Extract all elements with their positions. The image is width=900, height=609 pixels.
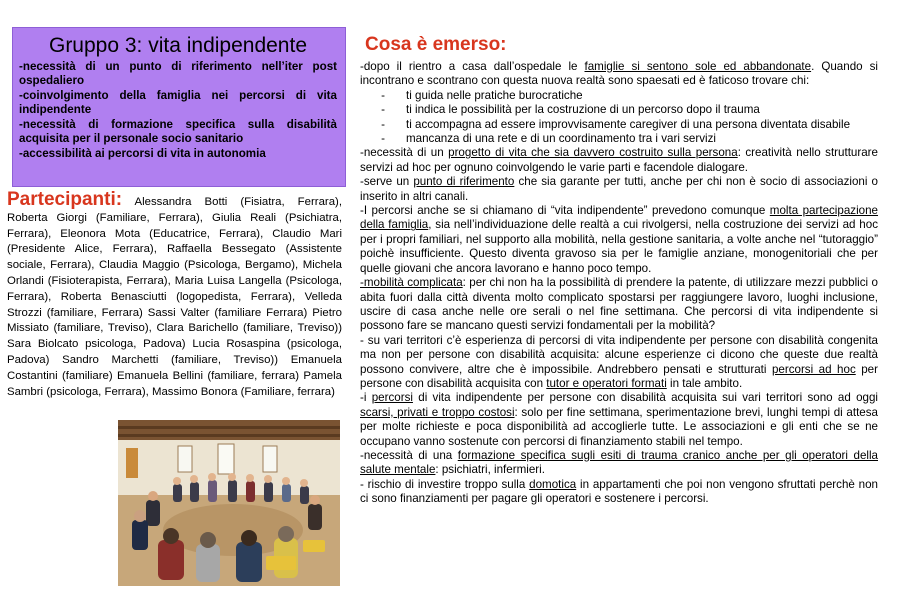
- list-item: - mancanza di una rete e di un coordinamento tra i vari servizi: [381, 132, 716, 146]
- finding-paragraph: -dopo il rientro a casa dall’ospedale le famiglie si sentono sole ed abbandonate. Quando si incontrano e scontrano con questa nuova realtà sono spaesati ed è faticoso trovare chi:: [360, 60, 878, 88]
- finding-paragraph: - rischio di investire troppo sulla domotica in appartamenti che poi non vengono sfruttati perchè non ci sono finanziamenti per pagare gli operatori e sostenere i percorsi.: [360, 477, 879, 506]
- topic-item: -necessità di un punto di riferimento nell’iter post ospedaliero: [19, 60, 337, 87]
- topic-item: -coinvolgimento della famiglia nei percorsi di vita indipendente: [19, 89, 337, 116]
- list-item: - ti accompagna ad essere improvvisamente caregiver di una persona diventata disabile: [381, 117, 851, 131]
- findings-title: Cosa è emerso:: [365, 34, 507, 55]
- participants-title: Partecipanti:: [7, 189, 123, 210]
- topic-box: [12, 27, 346, 187]
- finding-paragraph: -mobilità complicata: per chi non ha la possibilità di prendere la patente, di utilizzare mezzi pubblici o abita fuori dalla città diventa molto complicato spostarsi per raggiungere lavoro, luoghi inclusione, uscire di casa anche nelle ore serali o nel fine settimana. Che percorsi di vita indipendente si possono fare se mancano questi servizi fondamentali per la mobilità?: [360, 276, 878, 333]
- list-item: - ti guida nelle pratiche burocratiche: [381, 88, 583, 102]
- group-meeting-photo: [118, 420, 340, 586]
- finding-paragraph: - su vari territori c’è esperienza di percorsi di vita indipendente per persone con disabilità congenita ma non per persone con disabilità acquisita: alcune esperienze ci dicono che queste due realtà possono convivere, altre che è impossibile. Andrebbero pensati e strutturati percorsi ad hoc per persone con disabilità acquisita con tutor e operatori formati in tale ambito.: [360, 333, 878, 390]
- list-item: - ti indica le possibilità per la costruzione di un percorso dopo il trauma: [381, 103, 760, 117]
- group-title: Gruppo 3: vita indipendente: [48, 34, 308, 57]
- finding-paragraph: -serve un punto di riferimento che sia garante per tutti, anche per chi non è socio di associazioni o inserito in altri canali.: [360, 175, 878, 203]
- topic-item: -necessità di formazione specifica sulla disabilità acquisita per il personale socio sanitario: [19, 118, 337, 145]
- finding-paragraph: -I percorsi anche se si chiamano di “vita indipendente” prevedono comunque molta partecipazione della famiglia, sia nell’individuazione delle realtà a cui rivolgersi, nella costruzione dei servizi ad hoc per i propri familiari, nel supporto alla mobilità, nella gestione sanitaria, a volte anche nel “tutoraggio” poichè insufficiente. Questo diventa gravoso sia per le famiglie anziane, monogenitoriali che per quelle giovani che ancora lavorano e hanno poco tempo.: [360, 204, 879, 275]
- finding-paragraph: -necessità di un progetto di vita che sia davvero costruito sulla persona: creatività nello strutturare servizi ad hoc per ognuno coinvolgendo le varie parti e facendole dialogare.: [360, 146, 878, 174]
- findings-section: [360, 34, 878, 507]
- participants-list: Alessandra Botti (Fisiatra, Ferrara), Roberta Giorgi (Familiare, Ferrara), Giulia Reali (Psichiatra, Ferrara), Eleonora Mota (Educatrice, Ferrara), Claudio Mari (Presidente Alice, Ferrara), Raffaella Bessegato (Assistente sociale, Ferrara), Claudia Maggio (Psicologa, Bergamo), Michela Orlandi (Fisioterapista, Ferrara), Maria Luisa Langella (Psicologa, Ferrara), Roberta Benasciutti (logopedista, Ferrara), Velleda Strozzi (familiare, Ferrara) Sassi Valter (familiare Ferrara) Pietro Missiato (familiare, Treviso), Clara Barichello (familiare, Treviso)) Sara Biolcato psicologa, Padova) Lucia Rosaspina (psicologa, Padova) Sandro Marchetti (familiare, Treviso)) Emanuela Costantini (familiare) Emanuela Bellini (familiare, ferrara) Pamela Sambri (psicologa, Ferrara), Massimo Bonora (Familiare, ferrara): [7, 196, 342, 398]
- meeting-photo-illustration: [118, 420, 340, 586]
- finding-paragraph: -i percorsi di vita indipendente per persone con disabilità acquisita sui vari territori sono ad oggi scarsi, privati e troppo costosi: solo per fine settimana, sperimentazione brevi, lunghi tempi di attesa per molte richieste e poca disponibilità ad accoglierle tutte. Le associazioni e gli enti che se ne occupano vanno sostenute con percorsi di finanziamento stabili nel tempo.: [360, 391, 878, 448]
- participants-section: [7, 189, 342, 400]
- finding-paragraph: -necessità di una formazione specifica sugli esiti di trauma cranico anche per gli operatori della salute mentale: psichiatri, infermieri.: [360, 448, 878, 477]
- topic-item: -accessibilità ai percorsi di vita in autonomia: [19, 147, 266, 160]
